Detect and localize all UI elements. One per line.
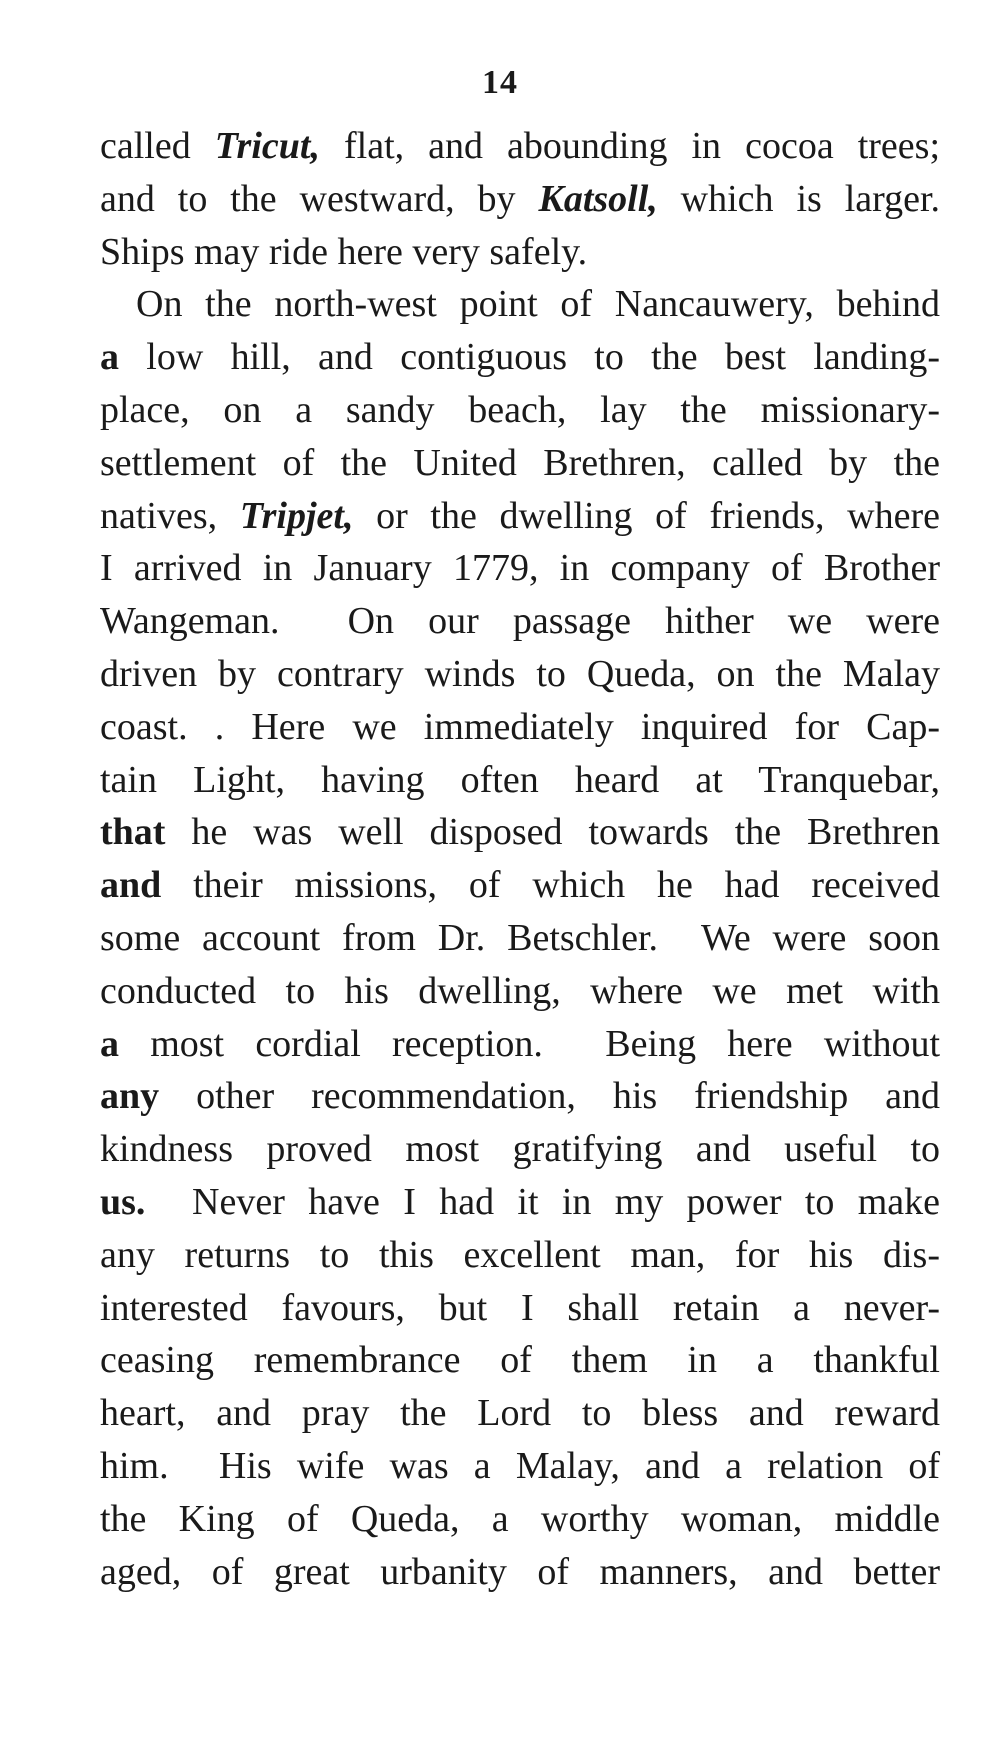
text-segment: and bbox=[100, 864, 162, 907]
text-segment: heart, and pray the Lord to bless and reward bbox=[100, 1392, 940, 1435]
body-text bbox=[100, 120, 940, 1598]
text-segment: tain Light, having often heard at Tranquebar, bbox=[100, 758, 940, 801]
text-line bbox=[100, 226, 940, 279]
text-segment: that bbox=[100, 811, 166, 854]
text-segment: a bbox=[100, 336, 119, 379]
text-segment: driven by contrary winds to Queda, on the Malay bbox=[100, 652, 940, 695]
text-line bbox=[100, 490, 940, 543]
text-line bbox=[100, 1282, 940, 1335]
text-line bbox=[100, 1229, 940, 1282]
text-line bbox=[100, 754, 940, 807]
text-segment: Ships may ride here very safely. bbox=[100, 230, 588, 273]
text-line bbox=[100, 120, 940, 173]
text-segment: I arrived in January 1779, in company of Brother bbox=[100, 547, 940, 590]
italic-name: Katsoll, bbox=[538, 177, 658, 220]
text-segment: settlement of the United Brethren, called by the bbox=[100, 441, 940, 484]
text-line bbox=[100, 1493, 940, 1546]
text-segment: Wangeman. On our passage hither we were bbox=[100, 600, 940, 643]
text-segment: low hill, and contiguous to the best landing- bbox=[119, 336, 940, 379]
text-segment: flat, and abounding in cocoa trees; bbox=[319, 125, 941, 167]
text-segment: he was well disposed towards the Brethren bbox=[165, 811, 940, 854]
text-segment: a bbox=[100, 1022, 119, 1065]
text-line bbox=[100, 595, 940, 648]
text-segment: place, on a sandy beach, lay the missionary- bbox=[100, 388, 940, 431]
text-line bbox=[100, 278, 940, 331]
text-segment: conducted to his dwelling, where we met with bbox=[100, 969, 940, 1012]
text-line bbox=[100, 437, 940, 490]
text-line bbox=[100, 701, 940, 754]
text-line bbox=[100, 1018, 940, 1071]
text-segment: aged, of great urbanity of manners, and better bbox=[100, 1550, 940, 1593]
text-line bbox=[100, 859, 940, 912]
page-number: 14 bbox=[482, 64, 518, 101]
text-line bbox=[100, 173, 940, 226]
text-line bbox=[100, 542, 940, 595]
text-line bbox=[100, 384, 940, 437]
text-segment: him. His wife was a Malay, and a relation of bbox=[100, 1444, 940, 1487]
text-line bbox=[100, 1334, 940, 1387]
text-line bbox=[100, 806, 940, 859]
text-line bbox=[100, 1546, 940, 1599]
text-segment: which is larger. bbox=[657, 177, 941, 220]
text-line bbox=[100, 1440, 940, 1493]
text-segment: or the dwelling of friends, where bbox=[353, 494, 940, 537]
text-line bbox=[100, 912, 940, 965]
text-line bbox=[100, 1123, 940, 1176]
text-segment: us. bbox=[100, 1180, 146, 1223]
text-segment: Never have I had it in my power to make bbox=[145, 1180, 940, 1223]
text-segment: any bbox=[100, 1075, 160, 1118]
text-segment: On the north-west point of Nancauwery, behind bbox=[136, 283, 940, 326]
text-segment: ceasing remembrance of them in a thankful bbox=[100, 1339, 940, 1382]
text-segment: some account from Dr. Betschler. We were soon bbox=[100, 916, 940, 959]
text-segment: natives, bbox=[100, 494, 240, 537]
text-segment: most cordial reception. Being here without bbox=[119, 1022, 940, 1065]
text-segment: coast. . Here we immediately inquired for Cap- bbox=[100, 705, 940, 748]
text-segment: other recommendation, his friendship and bbox=[159, 1075, 940, 1118]
text-segment: kindness proved most gratifying and useful to bbox=[100, 1128, 940, 1171]
text-segment: called bbox=[100, 125, 215, 167]
text-segment: interested favours, but I shall retain a never- bbox=[100, 1286, 940, 1329]
text-line bbox=[100, 331, 940, 384]
italic-name: Tripjet, bbox=[239, 494, 354, 537]
text-line bbox=[100, 965, 940, 1018]
text-segment: any returns to this excellent man, for his dis- bbox=[100, 1233, 940, 1276]
text-line bbox=[100, 1070, 940, 1123]
italic-name: Tricut, bbox=[214, 125, 320, 167]
text-line bbox=[100, 1176, 940, 1229]
text-segment: the King of Queda, a worthy woman, middle bbox=[100, 1497, 940, 1540]
text-segment: their missions, of which he had received bbox=[161, 864, 940, 907]
text-segment: and to the westward, by bbox=[100, 177, 539, 220]
text-line bbox=[100, 1387, 940, 1440]
text-line bbox=[100, 648, 940, 701]
